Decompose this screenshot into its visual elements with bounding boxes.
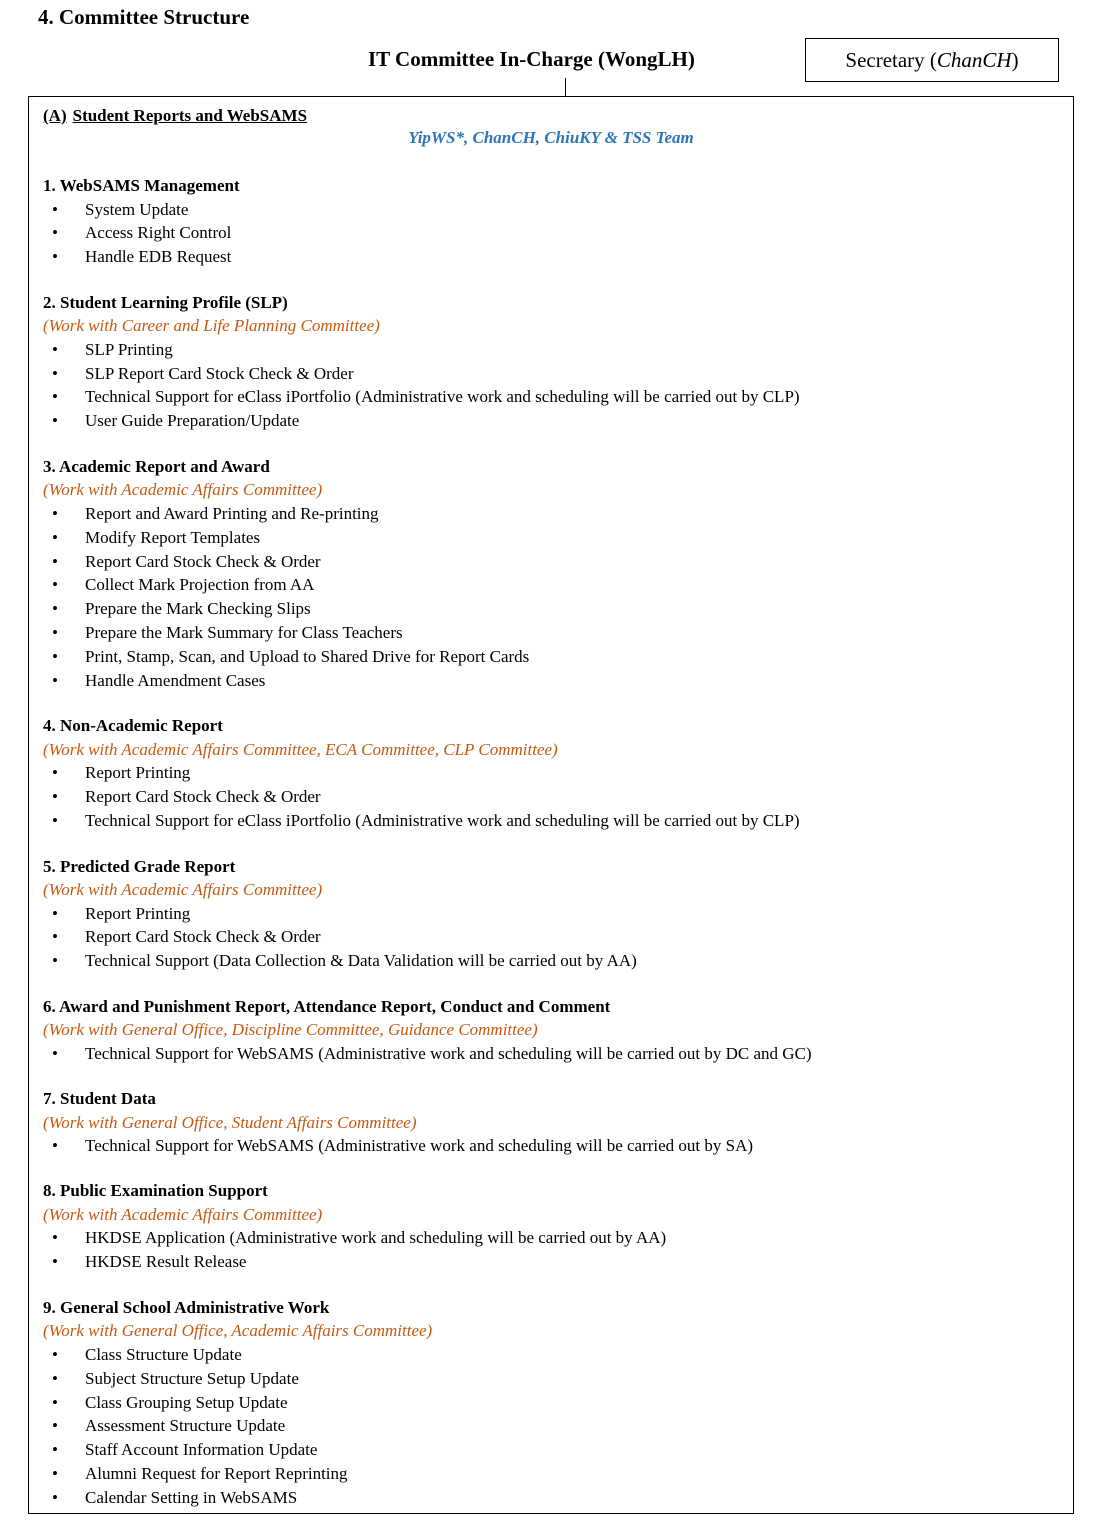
section-collaboration-note: (Work with Academic Affairs Committee) [43, 880, 323, 900]
section-title: 6. Award and Punishment Report, Attendance Report, Conduct and Comment [43, 996, 611, 1016]
duty-section [43, 455, 1063, 693]
list-item [43, 1462, 1063, 1486]
duty-section [43, 995, 1063, 1066]
list-item-text: Class Structure Update [85, 1344, 242, 1364]
bullet-icon: • [52, 387, 58, 407]
list-item-text: Collect Mark Projection from AA [85, 575, 315, 595]
list-item-text: Report Printing [85, 763, 191, 783]
list-item-text: Report Card Stock Check & Order [85, 787, 321, 807]
list-item-text: SLP Printing [85, 339, 173, 359]
committee-in-charge: IT Committee In-Charge (WongLH) [368, 47, 695, 71]
bullet-icon: • [52, 599, 58, 619]
list-item-text: Calendar Setting in WebSAMS [85, 1488, 298, 1508]
bullet-icon: • [52, 363, 58, 383]
bullet-icon: • [52, 339, 58, 359]
section-collaboration-note: (Work with Academic Affairs Committee, ECA Committee, CLP Committee) [43, 739, 558, 759]
list-item-text: Subject Structure Setup Update [85, 1368, 299, 1388]
list-item [43, 245, 1063, 269]
bullet-icon: • [52, 1488, 58, 1508]
list-item [43, 1486, 1063, 1510]
bullet-icon: • [52, 411, 58, 431]
list-item [43, 597, 1063, 621]
list-item-text: Report Card Stock Check & Order [85, 551, 321, 571]
list-item [43, 573, 1063, 597]
list-item-text: Access Right Control [85, 223, 232, 243]
list-item-text: HKDSE Application (Administrative work and scheduling will be carried out by AA) [85, 1228, 667, 1248]
bullet-icon: • [52, 1043, 58, 1063]
list-item [43, 669, 1063, 693]
section-collaboration-note: (Work with General Office, Student Affairs Committee) [43, 1112, 417, 1132]
section-a-title [43, 106, 307, 126]
bullet-icon: • [52, 223, 58, 243]
section-collaboration-note: (Work with General Office, Academic Affairs Committee) [43, 1321, 433, 1341]
org-connector-line [565, 78, 566, 96]
list-item-text: Report Printing [85, 903, 191, 923]
bullet-icon: • [52, 927, 58, 947]
list-item [43, 1343, 1063, 1367]
list-item [43, 409, 1063, 433]
list-item [43, 1438, 1063, 1462]
list-item-text: Alumni Request for Report Reprinting [85, 1464, 348, 1484]
duty-section [43, 1179, 1063, 1274]
list-item-text: Prepare the Mark Checking Slips [85, 599, 311, 619]
section-collaboration-note: (Work with Academic Affairs Committee) [43, 480, 323, 500]
list-item [43, 1391, 1063, 1415]
list-item [43, 925, 1063, 949]
bullet-icon: • [52, 551, 58, 571]
bullet-icon: • [52, 1368, 58, 1388]
list-item-text: Handle Amendment Cases [85, 670, 266, 690]
page-heading: 4. Committee Structure [38, 5, 250, 29]
duty-section [43, 174, 1063, 269]
duty-section [43, 1087, 1063, 1158]
list-item-text: Handle EDB Request [85, 247, 232, 267]
list-item-text: Report Card Stock Check & Order [85, 927, 321, 947]
secretary-close: ) [1011, 47, 1019, 72]
bullet-icon: • [52, 575, 58, 595]
section-title: 1. WebSAMS Management [43, 176, 240, 195]
bullet-icon: • [52, 1392, 58, 1412]
section-collaboration-note: (Work with Academic Affairs Committee) [43, 1204, 323, 1224]
list-item [43, 1042, 1063, 1066]
list-item-text: Class Grouping Setup Update [85, 1392, 288, 1412]
bullet-icon: • [52, 951, 58, 971]
list-item-text: HKDSE Result Release [85, 1252, 247, 1272]
section-collaboration-note: (Work with Career and Life Planning Committee) [43, 316, 380, 336]
bullet-icon: • [52, 1228, 58, 1248]
section-title: 2. Student Learning Profile (SLP) [43, 292, 288, 312]
bullet-icon: • [52, 1464, 58, 1484]
bullet-icon: • [52, 623, 58, 643]
list-item [43, 1367, 1063, 1391]
list-item [43, 221, 1063, 245]
list-item [43, 502, 1063, 526]
section-a-box [28, 96, 1074, 1514]
duty-section [43, 291, 1063, 434]
bullet-icon: • [52, 647, 58, 667]
list-item [43, 1250, 1063, 1274]
duty-sections [43, 174, 1063, 1532]
secretary-name: ChanCH [936, 47, 1012, 72]
list-item [43, 785, 1063, 809]
bullet-icon: • [52, 811, 58, 831]
list-item [43, 949, 1063, 973]
list-item [43, 385, 1063, 409]
bullet-icon: • [52, 787, 58, 807]
list-item-text: Technical Support (Data Collection & Data Validation will be carried out by AA) [85, 951, 637, 971]
section-collaboration-note: (Work with General Office, Discipline Committee, Guidance Committee) [43, 1020, 538, 1040]
list-item-text: System Update [85, 199, 189, 219]
bullet-icon: • [52, 1416, 58, 1436]
section-title: 8. Public Examination Support [43, 1181, 268, 1201]
section-title: 7. Student Data [43, 1089, 156, 1109]
duty-section [43, 855, 1063, 974]
list-item [43, 362, 1063, 386]
bullet-icon: • [52, 670, 58, 690]
list-item [43, 550, 1063, 574]
section-a-team: YipWS*, ChanCH, ChiuKY & TSS Team [408, 128, 694, 147]
bullet-icon: • [52, 527, 58, 547]
list-item-text: Technical Support for eClass iPortfolio (Administrative work and scheduling will be carried out by CLP) [85, 811, 800, 831]
list-item-text: Technical Support for WebSAMS (Administrative work and scheduling will be carried out by DC and GC) [85, 1043, 812, 1063]
section-title: 9. General School Administrative Work [43, 1297, 330, 1317]
duty-section [43, 714, 1063, 833]
bullet-icon: • [52, 763, 58, 783]
bullet-icon: • [52, 1344, 58, 1364]
list-item-text: Technical Support for eClass iPortfolio (Administrative work and scheduling will be carried out by CLP) [85, 387, 800, 407]
section-a-name: Student Reports and WebSAMS [72, 106, 308, 125]
section-a-label: (A) [43, 106, 67, 125]
list-item [43, 526, 1063, 550]
section-title: 5. Predicted Grade Report [43, 856, 236, 876]
bullet-icon: • [52, 1440, 58, 1460]
duty-section [43, 1296, 1063, 1510]
list-item [43, 761, 1063, 785]
list-item [43, 902, 1063, 926]
bullet-icon: • [52, 199, 58, 219]
section-title: 4. Non-Academic Report [43, 716, 223, 736]
list-item-text: Report and Award Printing and Re-printing [85, 503, 379, 523]
list-item [43, 1414, 1063, 1438]
bullet-icon: • [52, 1136, 58, 1156]
list-item-text: Staff Account Information Update [85, 1440, 318, 1460]
list-item [43, 645, 1063, 669]
list-item [43, 1134, 1063, 1158]
secretary-label: Secretary ( [845, 47, 937, 72]
list-item [43, 338, 1063, 362]
bullet-icon: • [52, 903, 58, 923]
list-item [43, 1226, 1063, 1250]
secretary-box [805, 38, 1059, 82]
list-item [43, 621, 1063, 645]
bullet-icon: • [52, 1252, 58, 1272]
list-item-text: Technical Support for WebSAMS (Administrative work and scheduling will be carried out by SA) [85, 1136, 754, 1156]
bullet-icon: • [52, 247, 58, 267]
list-item-text: Print, Stamp, Scan, and Upload to Shared Drive for Report Cards [85, 647, 530, 667]
list-item-text: Modify Report Templates [85, 527, 261, 547]
list-item [43, 198, 1063, 222]
list-item-text: SLP Report Card Stock Check & Order [85, 363, 354, 383]
bullet-icon: • [52, 503, 58, 523]
list-item [43, 809, 1063, 833]
list-item-text: Assessment Structure Update [85, 1416, 286, 1436]
list-item-text: User Guide Preparation/Update [85, 411, 300, 431]
list-item-text: Prepare the Mark Summary for Class Teachers [85, 623, 403, 643]
section-title: 3. Academic Report and Award [43, 456, 270, 476]
